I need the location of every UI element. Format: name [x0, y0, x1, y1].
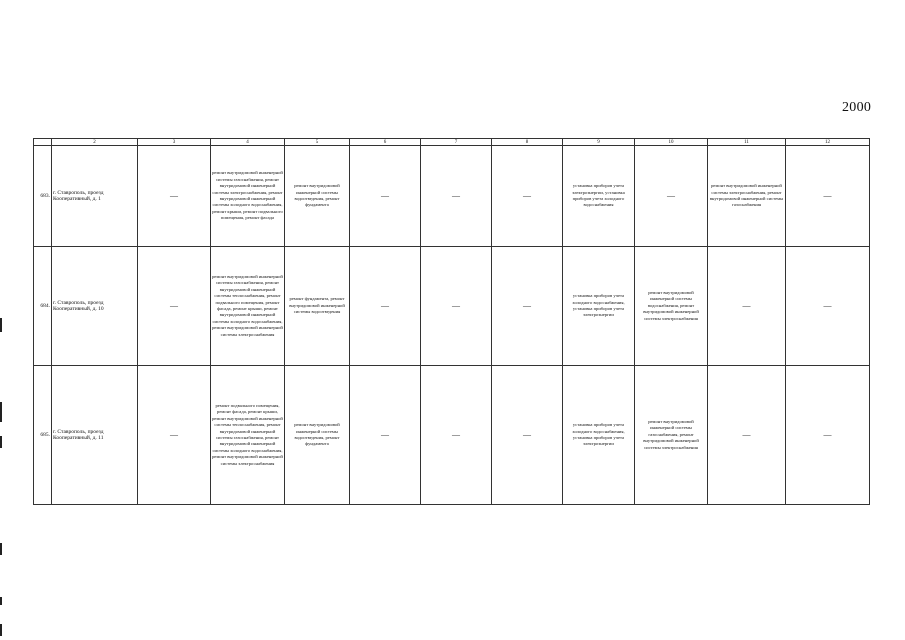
- work-cell: ремонт фундамента, ремонт внутридомовой инженерной системы водоотведения: [285, 247, 350, 366]
- scan-edge-mark: [0, 318, 2, 332]
- table-row: [34, 247, 870, 366]
- empty-dash-cell: —: [786, 247, 870, 366]
- column-header: 3: [138, 139, 211, 146]
- work-cell: установка приборов учета холодного водоснабжения, установка приборов учета электроэнергии: [563, 247, 635, 366]
- scan-edge-mark: [0, 597, 2, 605]
- work-cell: ремонт внутридомовой инженерной системы газоснабжения, ремонт внутридомовой инженерной системы электроснабжения: [635, 366, 708, 505]
- column-header: [34, 139, 52, 146]
- work-cell: ремонт внутридомовой инженерной системы водоотведения, ремонт фундамента: [285, 366, 350, 505]
- column-header: 12: [786, 139, 870, 146]
- empty-dash-cell: —: [421, 366, 492, 505]
- table-row: [34, 366, 870, 505]
- work-cell: ремонт внутридомовой инженерной системы водоснабжения, ремонт внутридомовой инженерной системы электроснабжения: [635, 247, 708, 366]
- work-cell: установка приборов учета холодного водоснабжения, установка приборов учета электроэнергии: [563, 366, 635, 505]
- repair-plan-table: [33, 138, 870, 505]
- column-header: 2: [52, 139, 138, 146]
- empty-dash-cell: —: [635, 146, 708, 247]
- column-header: 6: [350, 139, 421, 146]
- column-header: 10: [635, 139, 708, 146]
- row-number: 685.: [34, 366, 52, 505]
- column-header: 9: [563, 139, 635, 146]
- scan-edge-mark: [0, 402, 2, 422]
- empty-dash-cell: —: [350, 366, 421, 505]
- empty-dash-cell: —: [138, 366, 211, 505]
- empty-dash-cell: —: [350, 247, 421, 366]
- empty-dash-cell: —: [708, 366, 786, 505]
- empty-dash-cell: —: [492, 247, 563, 366]
- empty-dash-cell: —: [492, 146, 563, 247]
- row-number: 684.: [34, 247, 52, 366]
- work-cell: ремонт внутридомовой инженерной системы газоснабжения, ремонт внутридомовой инженерной системы электроснабжения, ремонт внутридомовой инженерной системы холодного водоснабжения, ремонт крыши, ремонт подвального помещения, ремонт фасада: [211, 146, 285, 247]
- table-row: [34, 146, 870, 247]
- address-cell: г. Ставрополь, проезд Кооперативный, д. 11: [52, 366, 138, 505]
- empty-dash-cell: —: [421, 247, 492, 366]
- column-header: 4: [211, 139, 285, 146]
- empty-dash-cell: —: [421, 146, 492, 247]
- work-cell: ремонт подвального помещения, ремонт фасада, ремонт крыши, ремонт внутридомовой инженерной системы теплоснабжения, ремонт внутридомовой инженерной системы газоснабжения, ремонт внутридомовой инженерной системы холодного водоснабжения, ремонт внутридомовой инженерной системы электроснабжения: [211, 366, 285, 505]
- work-cell: установка приборов учета электроэнергии, установка приборов учета холодного водоснабжения: [563, 146, 635, 247]
- page-number: 2000: [842, 100, 872, 115]
- scan-edge-mark: [0, 436, 2, 448]
- column-header: 8: [492, 139, 563, 146]
- address-cell: г. Ставрополь, проезд Кооперативный, д. 1: [52, 146, 138, 247]
- address-cell: г. Ставрополь, проезд Кооперативный, д. 10: [52, 247, 138, 366]
- empty-dash-cell: —: [350, 146, 421, 247]
- scan-edge-mark: [0, 543, 2, 555]
- empty-dash-cell: —: [138, 146, 211, 247]
- empty-dash-cell: —: [492, 366, 563, 505]
- scan-edge-mark: [0, 624, 2, 636]
- empty-dash-cell: —: [708, 247, 786, 366]
- work-cell: ремонт внутридомовой инженерной системы газоснабжения, ремонт внутридомовой инженерной системы теплоснабжения, ремонт подвального помещения, ремонт фасада, ремонт крыши, ремонт внутридомовой инженерной системы холодного водоснабжения, ремонт внутридомовой инженерной системы электроснабжения: [211, 247, 285, 366]
- empty-dash-cell: —: [138, 247, 211, 366]
- empty-dash-cell: —: [786, 146, 870, 247]
- column-header: 7: [421, 139, 492, 146]
- work-cell: ремонт внутридомовой инженерной системы электроснабжения, ремонт внутридомовой инженерной системы газоснабжения: [708, 146, 786, 247]
- column-header: 11: [708, 139, 786, 146]
- column-header: 5: [285, 139, 350, 146]
- work-cell: ремонт внутридомовой инженерной системы водоотведения, ремонт фундамента: [285, 146, 350, 247]
- empty-dash-cell: —: [786, 366, 870, 505]
- column-number-row: [34, 139, 870, 146]
- row-number: 683.: [34, 146, 52, 247]
